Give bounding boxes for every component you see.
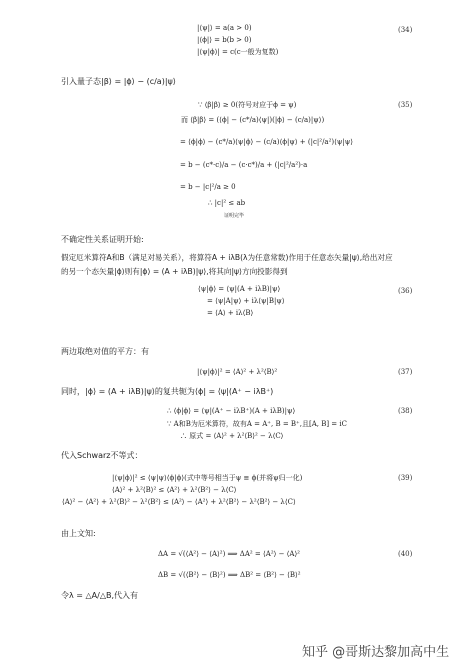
eq39-line3: ⟨A⟩² − ⟨A²⟩ + λ²⟨B⟩² − λ²⟨B²⟩ ≤ ⟨A²⟩ − ⟨A²⟩ + λ²⟨B²⟩ − λ²⟨B²⟩ − λ⟨C⟩ [62,498,296,506]
eq38-number: (38) [398,407,413,415]
intro-quantum-state: 引入量子态|β⟩ = |ϕ⟩ − (c/a)|ψ⟩ [61,77,176,86]
eq34-number: (34) [398,26,413,34]
heading-abs-square: 两边取绝对值的平方：有 [61,347,149,356]
eq35-number: (35) [398,101,413,109]
eq36-line1: ⟨ψ|ϕ⟩ = ⟨ψ|(A + iλB)|ψ⟩ [198,285,281,293]
heading-schwarz: 代入Schwarz不等式： [61,451,143,460]
eq36-line2: = ⟨ψ|A|ψ⟩ + iλ⟨ψ|B|ψ⟩ [207,297,285,305]
eq35-line1: ∵ ⟨β|β⟩ ≥ 0(符号对应于ϕ = ψ) [198,101,297,109]
para-conjugate: 同时，|ϕ⟩ = (A + iλB)|ψ⟩的复共轭为⟨ϕ| = ⟨ψ|(A⁺ − iλB⁺) [61,387,274,396]
eq35-line5: = b − |c|²/a ≥ 0 [180,183,236,191]
eq35-line3: = ⟨ϕ|ϕ⟩ − (c*/a)⟨ψ|ϕ⟩ − (c/a)⟨ϕ|ψ⟩ + (|c|²/a²)⟨ψ|ψ⟩ [180,138,353,146]
para1-line2: 的另一个态矢量|ϕ⟩则有|ϕ⟩ = (A + iλB)|ψ⟩,将其向|ψ⟩方向投影得到 [61,267,288,276]
eq35-line6: ∴ |c|² ≤ ab [208,199,246,207]
eq39-line1: |⟨ψ|ϕ⟩|² ≤ ⟨ψ|ψ⟩⟨ϕ|ϕ⟩(式中等号相当于ψ ≡ ϕ(并将ψ归一化) [112,474,303,482]
eq38-line2: ∵ A和B为厄米算符，故有A = A⁺, B = B⁺,且[A, B] = iC [167,420,347,428]
zhihu-watermark: 知乎 @哥斯达黎加高中生 [302,645,450,660]
eq35-line2: 而 ⟨β|β⟩ = (⟨ϕ| − (c*/a)⟨ψ|)(|ϕ⟩ − (c/a)|ψ⟩) [181,116,325,124]
eq40-line2: ΔB = √(⟨B²⟩ − ⟨B⟩²) ⟹ ΔB² = ⟨B²⟩ − ⟨B⟩² [158,571,301,579]
eq38-line3: ∴ 原式 = ⟨A⟩² + λ²⟨B⟩² − λ⟨C⟩ [180,432,284,440]
eq38-line1: ∴ ⟨ϕ|ϕ⟩ = ⟨ψ|(A⁺ − iλB⁺)(A + iλB)|ψ⟩ [167,407,296,415]
eq34-line2: |⟨ϕ|⟩ = b(b > 0) [197,36,252,44]
eq39-number: (39) [398,474,413,482]
eq34-line1: |⟨ψ|⟩ = a(a > 0) [197,24,252,32]
eq37-line: |⟨ψ|ϕ⟩|² = ⟨A⟩² + λ²⟨B⟩² [197,368,278,376]
heading-uncertainty: 不确定性关系证明开始: [61,235,144,244]
para-substitute-lambda: 令λ = △A/△B,代入有 [61,591,139,600]
heading-from-above: 由上文知: [61,529,96,538]
eq37-number: (37) [398,368,413,376]
eq34-line3: |⟨ψ|ϕ⟩| = c(c一般为复数) [197,48,279,56]
eq40-line1: ΔA = √(⟨A²⟩ − ⟨A⟩²) ⟹ ΔA² = ⟨A²⟩ − ⟨A⟩² [158,550,300,558]
eq35-line4: = b − (c*·c)/a − (c·c*)/a + (|c|²/a²)·a [180,161,308,169]
para1-line1: 假定厄米算符A和B（满足对易关系），将算符A + iλB(λ为任意常数)作用于任意态矢量|ψ⟩,给出对应 [61,253,393,262]
eq35-qed: 证明完毕 [224,213,245,219]
eq36-line3: = ⟨A⟩ + iλ⟨B⟩ [207,309,254,317]
eq36-number: (36) [398,287,413,295]
eq39-line2: ⟨A⟩² + λ²⟨B⟩² ≤ ⟨A²⟩ + λ²⟨B²⟩ − λ⟨C⟩ [112,486,237,494]
eq40-number: (40) [398,550,413,558]
